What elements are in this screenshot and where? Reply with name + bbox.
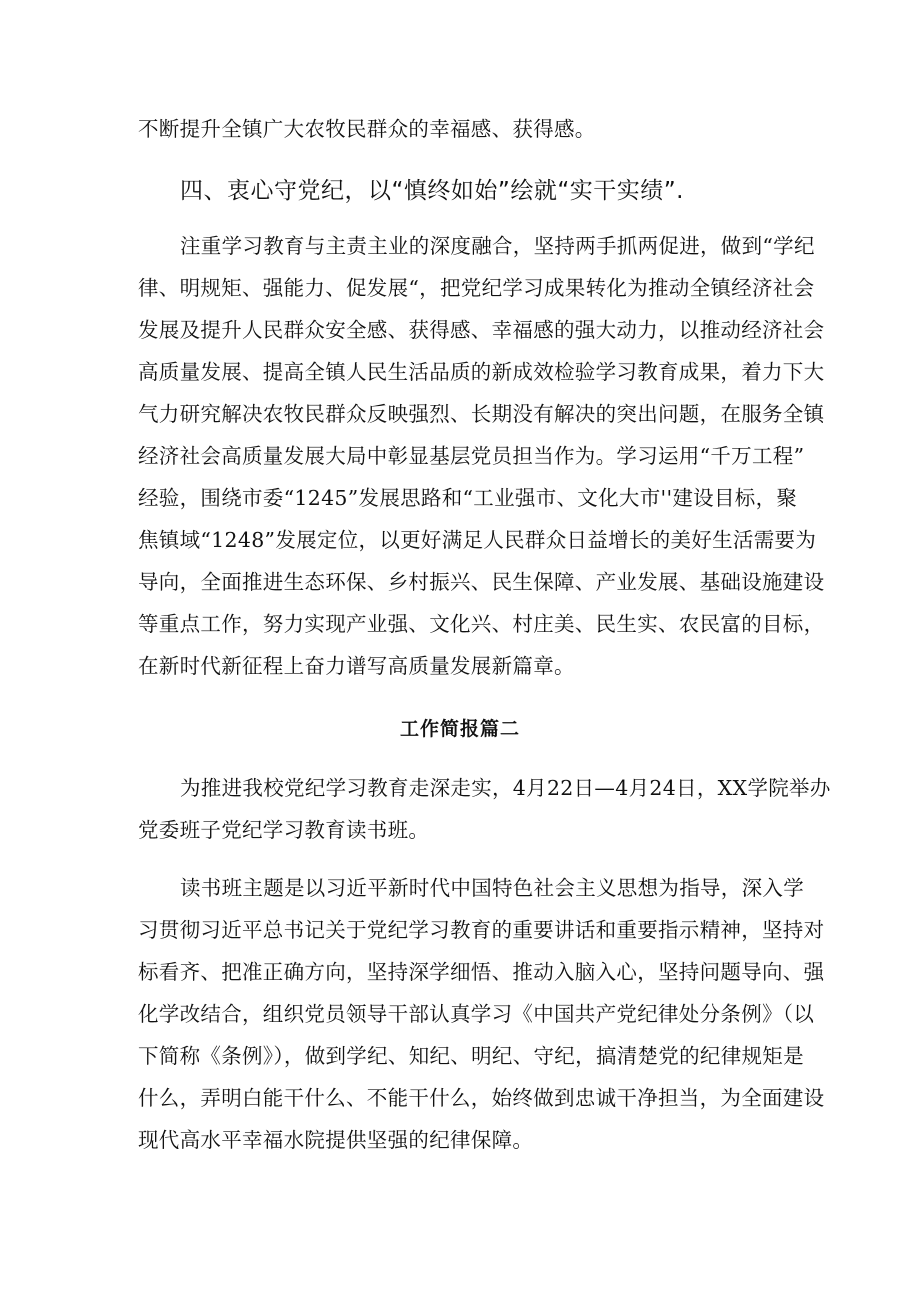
paragraph-line: 等重点工作，努力实现产业强、文化兴、村庄美、民生实、农民富的目标， bbox=[138, 612, 825, 636]
paragraph-line: 党委班子党纪学习教育读书班。 bbox=[138, 818, 430, 842]
paragraph-tail-line: 不断提升全镇广大农牧民群众的幸福感、获得感。 bbox=[138, 117, 596, 141]
paragraph-line: 下简称《条例》），做到学纪、知纪、明纪、守纪，搞清楚党的纪律规矩是 bbox=[138, 1044, 804, 1068]
paragraph-line: 习贯彻习近平总书记关于党纪学习教育的重要讲话和重要指示精神，坚持对 bbox=[138, 918, 825, 942]
paragraph-line: 导向，全面推进生态环保、乡村振兴、民生保障、产业发展、基础设施建设 bbox=[138, 570, 825, 594]
paragraph-line: 发展及提升人民群众安全感、获得感、幸福感的强大动力，以推动经济社会 bbox=[138, 318, 825, 342]
paragraph-line: 化学改结合，组织党员领导干部认真学习《中国共产党纪律处分条例》（以 bbox=[138, 1002, 815, 1026]
paragraph-line: 为推进我校党纪学习教育走深走实，4月22日—4月24日，XX学院举办 bbox=[180, 776, 831, 800]
section-four-heading: 四、衷心守党纪，以“慎终如始”绘就“实干实绩”. bbox=[180, 178, 684, 204]
paragraph-line: 气力研究解决农牧民群众反映强烈、长期没有解决的突出问题，在服务全镇 bbox=[138, 402, 825, 426]
paragraph-line: 标看齐、把准正确方向，坚持深学细悟、推动入脑入心，坚持问题导向、强 bbox=[138, 960, 825, 984]
paragraph-line: 什么，弄明白能干什么、不能干什么，始终做到忠诚干净担当，为全面建设 bbox=[138, 1086, 825, 1110]
paragraph-line: 在新时代新征程上奋力谱写高质量发展新篇章。 bbox=[138, 654, 575, 678]
paragraph-line: 注重学习教育与主责主业的深度融合，坚持两手抓两促进，做到“学纪 bbox=[180, 234, 815, 258]
paragraph-line: 律、明规矩、强能力、促发展“，把党纪学习成果转化为推动全镇经济社会 bbox=[138, 276, 815, 300]
paragraph-line: 读书班主题是以习近平新时代中国特色社会主义思想为指导，深入学 bbox=[180, 876, 804, 900]
paragraph-line: 现代高水平幸福水院提供坚强的纪律保障。 bbox=[138, 1128, 534, 1152]
paragraph-line: 高质量发展、提高全镇人民生活品质的新成效检验学习教育成果，着力下大 bbox=[138, 360, 825, 384]
paragraph-line: 焦镇域“1248”发展定位，以更好满足人民群众日益增长的美好生活需要为 bbox=[138, 528, 817, 552]
paragraph-line: 经济社会高质量发展大局中彰显基层党员担当作为。学习运用“千万工程” bbox=[138, 444, 805, 468]
report-two-title: 工作简报篇二 bbox=[399, 718, 520, 740]
paragraph-line: 经验，围绕市委“1245”发展思路和“工业强市、文化大市''建设目标，聚 bbox=[138, 486, 798, 510]
